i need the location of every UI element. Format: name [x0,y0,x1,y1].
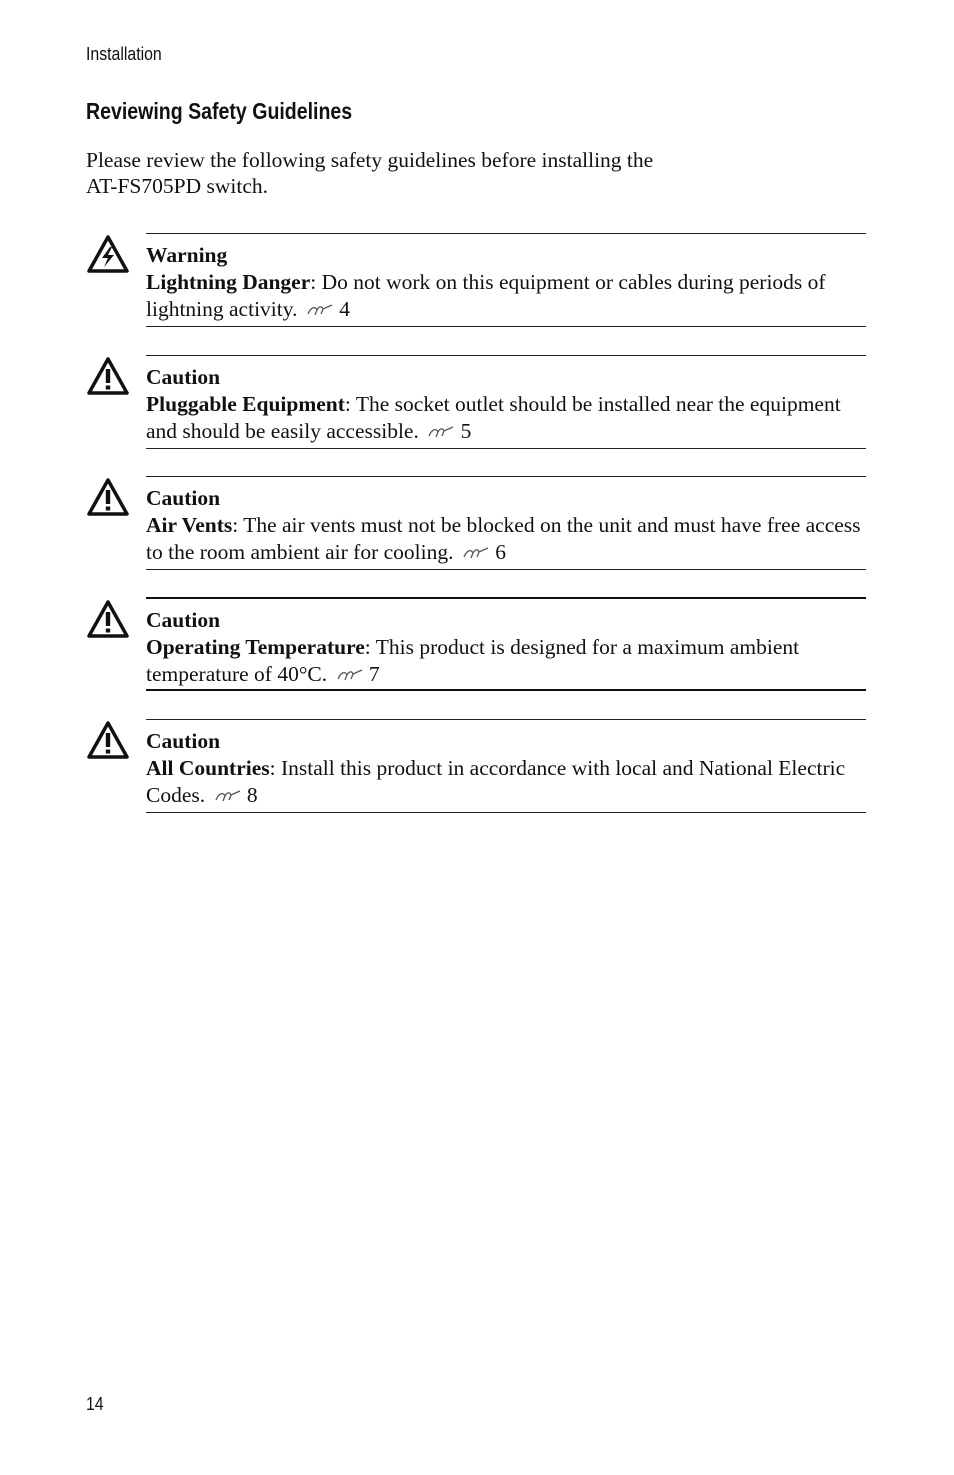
caution-triangle-icon [86,356,130,396]
notice-body: : The air vents must not be blocked on the unit and must have free access to the room ambient air for cooling. [146,513,861,564]
caution-notice-air-vents [146,476,866,570]
intro-paragraph [86,147,786,199]
notice-kind: Caution [146,608,221,632]
caution-triangle-icon [86,477,130,517]
notice-kind: Warning [146,243,228,267]
notice-reference-number: 6 [495,540,506,564]
notice-term: Air Vents [146,513,233,537]
notice-term: All Countries [146,756,270,780]
notice-term: Operating Temperature [146,635,365,659]
caution-notice-all-countries [146,719,866,813]
notice-term: Lightning Danger [146,270,311,294]
notice-reference-number: 8 [246,783,258,807]
caution-triangle-icon [86,599,130,639]
notice-body: : This product is designed for a maximum ambient temperature of 40°C. [146,635,800,686]
intro-line-2: AT-FS705PD switch. [86,174,268,198]
notice-reference-number: 7 [368,662,380,686]
notice-reference-number: 4 [339,297,350,321]
warning-notice-lightning [146,233,866,327]
reference-hand-icon [462,546,490,560]
page-number: 14 [86,1394,104,1414]
lightning-warning-icon [86,234,130,274]
caution-triangle-icon [86,720,130,760]
notice-body: : The socket outlet should be installed near the equipment and should be easily accessible. [146,392,841,443]
reference-hand-icon [214,789,242,803]
reference-hand-icon [306,303,334,317]
notice-kind: Caution [146,729,221,753]
intro-line-1: Please review the following safety guidelines before installing the [86,148,654,172]
notice-kind: Caution [146,365,221,389]
notice-body: : Install this product in accordance with local and National Electric Codes. [146,756,846,807]
running-head: Installation [86,44,162,64]
caution-notice-pluggable [146,355,866,449]
section-title: Reviewing Safety Guidelines [86,98,353,124]
caution-notice-operating-temperature [146,597,866,691]
reference-hand-icon [336,668,364,682]
notice-kind: Caution [146,486,221,510]
notice-body: : Do not work on this equipment or cables during periods of lightning activity. [146,270,826,321]
notice-reference-number: 5 [460,419,472,443]
reference-hand-icon [427,425,455,439]
notice-term: Pluggable Equipment [146,392,345,416]
